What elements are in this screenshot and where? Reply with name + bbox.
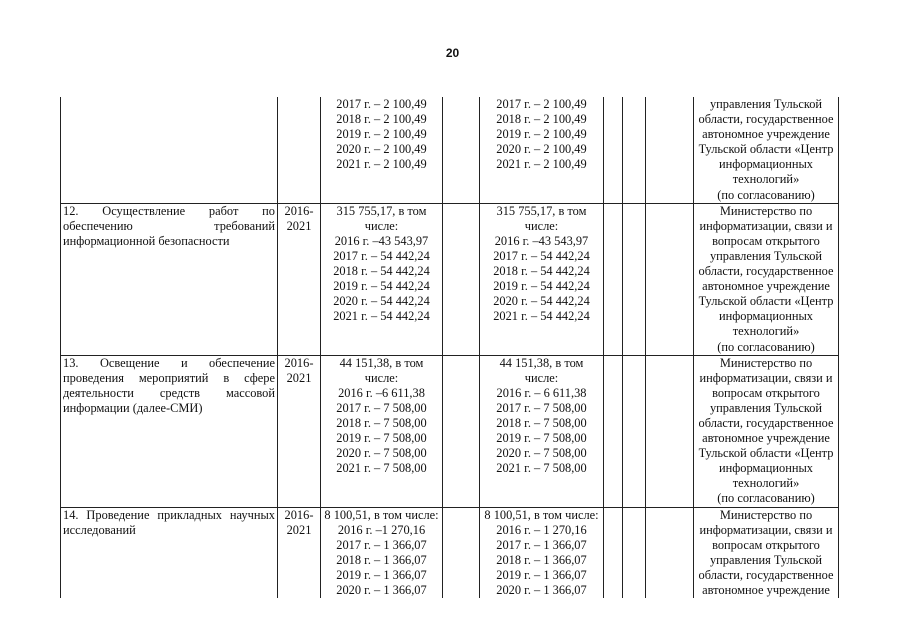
- executor-cell-line: технологий»: [732, 476, 800, 491]
- amount-total-cell-line: 2017 г. – 7 508,00: [336, 400, 427, 415]
- amount-total-cell-line: 2021 г. – 2 100,49: [336, 157, 427, 172]
- executor-cell-line: технологий»: [732, 172, 800, 187]
- amount-total-cell-line: 315 755,17, в том: [336, 203, 427, 218]
- empty-cell: [623, 507, 646, 598]
- executor-cell-line: автономное учреждение: [702, 127, 830, 142]
- executor-cell: [694, 355, 839, 507]
- executor-cell-line: автономное учреждение: [702, 279, 830, 294]
- empty-cell: [443, 97, 480, 203]
- amount-regional-cell-line: 2016 г. –43 543,97: [494, 233, 589, 248]
- executor-cell-line: вопросам открытого: [712, 233, 820, 248]
- executor-cell-line: автономное учреждение: [702, 583, 830, 597]
- measure-name-cell: [61, 355, 278, 507]
- amount-regional-cell: [480, 507, 604, 598]
- table-row: [61, 97, 839, 203]
- executor-cell-line: технологий»: [732, 324, 800, 339]
- amount-total-cell-line: 2019 г. – 2 100,49: [336, 127, 427, 142]
- amount-regional-cell-line: 2017 г. – 1 366,07: [496, 537, 587, 552]
- executor-cell-line: (по согласованию): [717, 187, 815, 202]
- amount-regional-cell-line: 44 151,38, в том: [499, 355, 584, 370]
- amount-total-cell: [321, 507, 443, 598]
- amount-regional-cell-line: 2018 г. – 2 100,49: [496, 112, 587, 127]
- amount-regional-cell: [480, 203, 604, 355]
- executor-cell: [694, 507, 839, 598]
- amount-total-cell-line: 2016 г. –43 543,97: [334, 233, 429, 248]
- executor-cell-line: информатизации, связи и: [699, 522, 833, 537]
- executor-cell-line: информационных: [719, 157, 813, 172]
- amount-regional-cell-line: 2018 г. – 7 508,00: [496, 415, 587, 430]
- empty-cell: [623, 203, 646, 355]
- amount-total-cell-line: 2018 г. – 54 442,24: [333, 264, 430, 279]
- amount-regional-cell-line: 2018 г. – 1 366,07: [496, 552, 587, 567]
- table-row: [61, 203, 839, 355]
- amount-total-cell-line: 44 151,38, в том: [339, 355, 424, 370]
- measure-name-line: исследований: [63, 522, 136, 537]
- executor-cell-line: информационных: [719, 309, 813, 324]
- amount-regional-cell-line: 2019 г. – 54 442,24: [493, 279, 590, 294]
- amount-regional-cell-line: 2019 г. – 1 366,07: [496, 567, 587, 582]
- empty-cell: [646, 203, 694, 355]
- measure-name-line: деятельности средств массовой: [63, 385, 275, 400]
- empty-cell: [646, 355, 694, 507]
- measure-name-line: 13. Освещение и обеспечение: [63, 355, 275, 370]
- executor-cell-line: Министерство по: [719, 203, 813, 218]
- executor-cell-line: Министерство по: [719, 355, 813, 370]
- empty-cell: [604, 203, 623, 355]
- years-cell-line: 2021: [286, 218, 312, 233]
- amount-total-cell-line: 2019 г. – 1 366,07: [336, 567, 427, 582]
- page-number: 20: [445, 46, 460, 60]
- amount-total-cell-line: 2018 г. – 1 366,07: [336, 552, 427, 567]
- empty-cell: [646, 97, 694, 203]
- measure-name-line: 14. Проведение прикладных научных: [63, 507, 275, 522]
- amount-regional-cell-line: 2021 г. – 2 100,49: [496, 157, 587, 172]
- executor-cell-line: управления Тульской: [709, 97, 823, 111]
- amount-regional-cell-line: числе:: [524, 370, 559, 385]
- amount-total-cell: [321, 97, 443, 203]
- executor-cell-line: вопросам открытого: [712, 385, 820, 400]
- measure-name-line: проведения мероприятий в сфере: [63, 370, 275, 385]
- executor-cell: [694, 97, 839, 203]
- empty-cell: [443, 355, 480, 507]
- executor-cell-line: Тульской области «Центр: [698, 142, 834, 157]
- amount-regional-cell-line: 2016 г. – 6 611,38: [496, 385, 587, 400]
- executor-cell-line: области, государственное: [698, 112, 834, 127]
- years-cell-line: 2016-: [284, 203, 314, 218]
- amount-regional-cell-line: 2019 г. – 2 100,49: [496, 127, 587, 142]
- amount-regional-cell-line: 2021 г. – 54 442,24: [493, 309, 590, 324]
- amount-regional-cell-line: 2021 г. – 7 508,00: [496, 461, 587, 476]
- amount-regional-cell-line: 2020 г. – 2 100,49: [496, 142, 587, 157]
- measure-name-cell: [61, 507, 278, 598]
- years-cell: [278, 507, 321, 598]
- empty-cell: [443, 507, 480, 598]
- amount-total-cell-line: 2017 г. – 2 100,49: [336, 97, 427, 111]
- amount-total-cell-line: 2020 г. – 2 100,49: [336, 142, 427, 157]
- empty-cell: [443, 203, 480, 355]
- amount-total-cell-line: 2018 г. – 7 508,00: [336, 415, 427, 430]
- table-row: [61, 507, 839, 598]
- empty-cell: [623, 355, 646, 507]
- empty-cell: [604, 97, 623, 203]
- executor-cell-line: области, государственное: [698, 415, 834, 430]
- executor-cell-line: Министерство по: [719, 507, 813, 522]
- amount-total-cell-line: 2017 г. – 54 442,24: [333, 248, 430, 263]
- executor-cell-line: области, государственное: [698, 264, 834, 279]
- amount-total-cell-line: 8 100,51, в том числе:: [324, 507, 439, 522]
- executor-cell-line: Тульской области «Центр: [698, 446, 834, 461]
- years-cell-line: 2016-: [284, 507, 314, 522]
- amount-regional-cell-line: 2020 г. – 7 508,00: [496, 446, 587, 461]
- executor-cell-line: информатизации, связи и: [699, 218, 833, 233]
- executor-cell-line: (по согласованию): [717, 491, 815, 506]
- executor-cell-line: информатизации, связи и: [699, 370, 833, 385]
- amount-total-cell-line: 2019 г. – 54 442,24: [333, 279, 430, 294]
- measure-name-line: информационной безопасности: [63, 233, 230, 248]
- measure-name-line: информации (далее-СМИ): [63, 400, 203, 415]
- executor-cell-line: (по согласованию): [717, 339, 815, 354]
- empty-cell: [623, 97, 646, 203]
- executor-cell-line: управления Тульской: [709, 400, 823, 415]
- years-cell: [278, 355, 321, 507]
- amount-regional-cell-line: числе:: [524, 218, 559, 233]
- amount-total-cell-line: 2020 г. – 1 366,07: [336, 583, 427, 597]
- amount-total-cell-line: 2016 г. –1 270,16: [337, 522, 426, 537]
- amount-regional-cell-line: 8 100,51, в том числе:: [484, 507, 599, 522]
- amount-total-cell: [321, 355, 443, 507]
- amount-regional-cell: [480, 97, 604, 203]
- amount-regional-cell-line: 2019 г. – 7 508,00: [496, 431, 587, 446]
- years-cell-line: 2021: [286, 370, 312, 385]
- empty-cell: [604, 507, 623, 598]
- amount-total-cell-line: числе:: [364, 370, 399, 385]
- executor-cell-line: информационных: [719, 461, 813, 476]
- amount-regional-cell-line: 2017 г. – 2 100,49: [496, 97, 587, 111]
- amount-total-cell-line: 2018 г. – 2 100,49: [336, 112, 427, 127]
- executor-cell: [694, 203, 839, 355]
- amount-total-cell-line: 2021 г. – 54 442,24: [333, 309, 430, 324]
- years-cell: [278, 97, 321, 203]
- amount-total-cell-line: 2017 г. – 1 366,07: [336, 537, 427, 552]
- amount-total-cell-line: 2020 г. – 7 508,00: [336, 446, 427, 461]
- executor-cell-line: автономное учреждение: [702, 431, 830, 446]
- executor-cell-line: Тульской области «Центр: [698, 294, 834, 309]
- amount-total-cell-line: числе:: [364, 218, 399, 233]
- amount-regional-cell-line: 2020 г. – 1 366,07: [496, 583, 587, 597]
- amount-total-cell-line: 2020 г. – 54 442,24: [333, 294, 430, 309]
- measure-name-line: 12. Осуществление работ по: [63, 203, 275, 218]
- amount-total-cell-line: 2019 г. – 7 508,00: [336, 431, 427, 446]
- executor-cell-line: управления Тульской: [709, 552, 823, 567]
- amount-regional-cell-line: 2018 г. – 54 442,24: [493, 264, 590, 279]
- measure-name-line: обеспечению требований: [63, 218, 275, 233]
- years-cell-line: 2021: [286, 522, 312, 537]
- measure-name-cell: [61, 203, 278, 355]
- empty-cell: [646, 507, 694, 598]
- amount-regional-cell: [480, 355, 604, 507]
- amount-regional-cell-line: 2016 г. – 1 270,16: [496, 522, 587, 537]
- amount-total-cell-line: 2016 г. –6 611,38: [338, 385, 425, 400]
- empty-cell: [604, 355, 623, 507]
- executor-cell-line: управления Тульской: [709, 248, 823, 263]
- amount-total-cell-line: 2021 г. – 7 508,00: [336, 461, 427, 476]
- amount-regional-cell-line: 2020 г. – 54 442,24: [493, 294, 590, 309]
- amount-total-cell: [321, 203, 443, 355]
- amount-regional-cell-line: 315 755,17, в том: [496, 203, 587, 218]
- program-measures-table: [60, 97, 839, 598]
- amount-regional-cell-line: 2017 г. – 54 442,24: [493, 248, 590, 263]
- years-cell: [278, 203, 321, 355]
- measure-name-cell: [61, 97, 278, 203]
- years-cell-line: 2016-: [284, 355, 314, 370]
- executor-cell-line: вопросам открытого: [712, 537, 820, 552]
- executor-cell-line: области, государственное: [698, 567, 834, 582]
- table-row: [61, 355, 839, 507]
- amount-regional-cell-line: 2017 г. – 7 508,00: [496, 400, 587, 415]
